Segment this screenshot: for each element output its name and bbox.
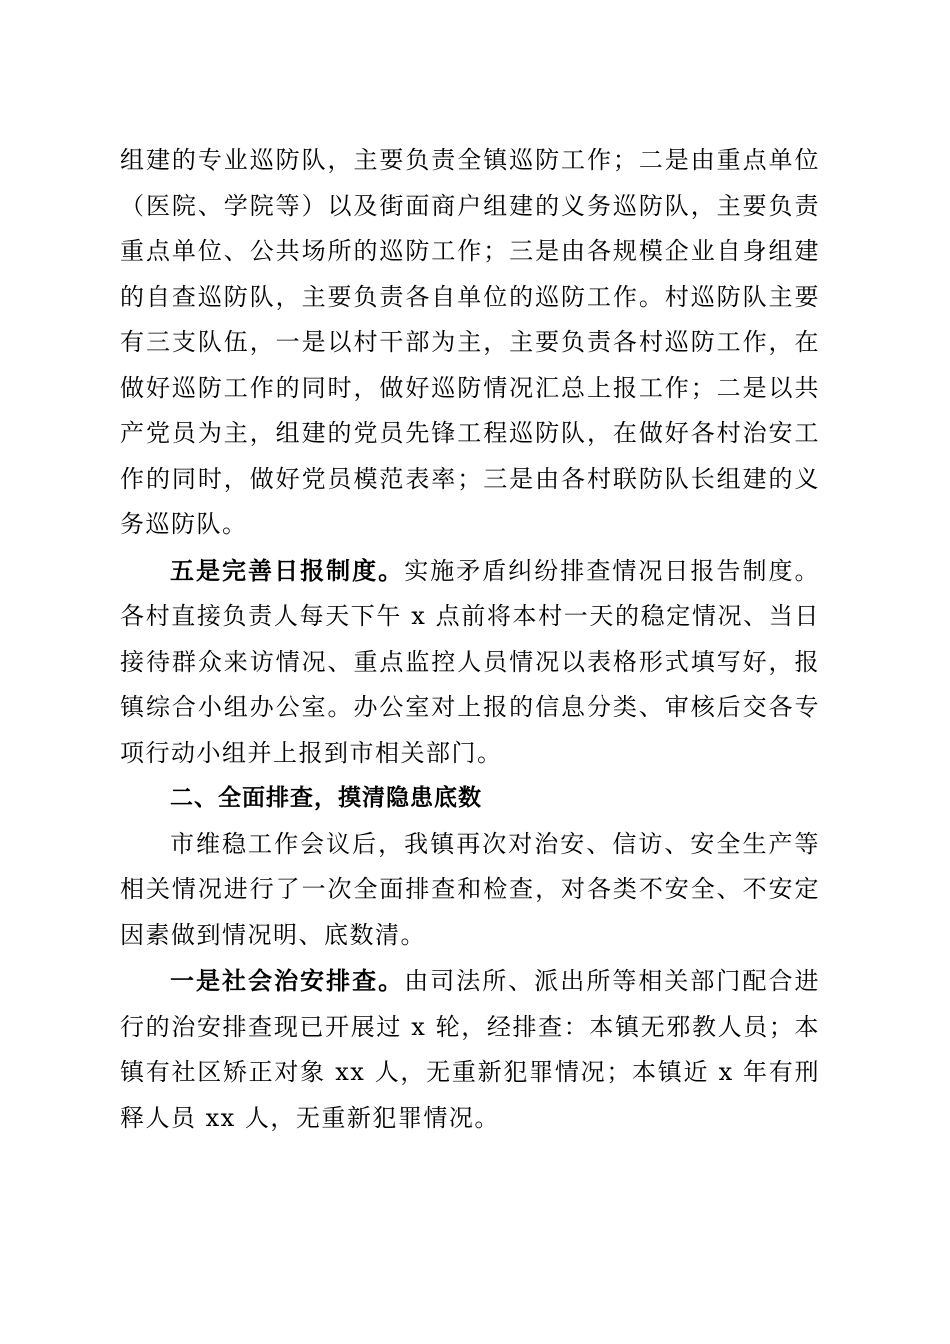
paragraph-lead-security-check: 一是社会治安排查。 [170,966,405,995]
paragraph-patrol-teams: 组建的专业巡防队，主要负责全镇巡防工作；二是由重点单位（医院、学院等）以及街面商户组建的义务巡防队，主要负责重点单位、公共场所的巡防工作；三是由各规模企业自身组建的自查巡防队，主要负责各自单位的巡防工作。村巡防队主要有三支队伍，一是以村干部为主，主要负责各村巡防工作，在做好巡防工作的同时，做好巡防情况汇总上报工作；二是以共产党员为主，组建的党员先锋工程巡防队，在做好各村治安工作的同时，做好党员模范表率；三是由各村联防队长组建的义务巡防队。 [120,146,820,538]
paragraph-body-security-check: 由司法所、派出所等相关部门配合进行的治安排查现已开展过 x 轮，经排查：本镇无邪教人员；本镇有社区矫正对象 xx 人，无重新犯罪情况；本镇近 x 年有刑释人员 xx 人，无重新犯罪情况。 [120,967,820,1132]
paragraph-body-daily-report: 实施矛盾纠纷排查情况日报告制度。各村直接负责人每天下午 x 点前将本村一天的稳定情况、当日接待群众来访情况、重点监控人员情况以表格形式填写好，报镇综合小组办公室。办公室对上报的信息分类、审核后交各专项行动小组并上报到市相关部门。 [120,556,820,767]
paragraph-security-check [120,958,820,1141]
paragraph-daily-report [120,548,820,777]
paragraph-investigation-intro: 市维稳工作会议后，我镇再次对治安、信访、安全生产等相关情况进行了一次全面排查和检查，对各类不安全、不安定因素做到情况明、底数清。 [120,829,820,949]
document-body [120,138,820,1141]
section-heading-investigation: 二、全面排查，摸清隐患底数 [170,785,482,811]
paragraph-lead-daily-report: 五是完善日报制度。 [170,555,405,585]
